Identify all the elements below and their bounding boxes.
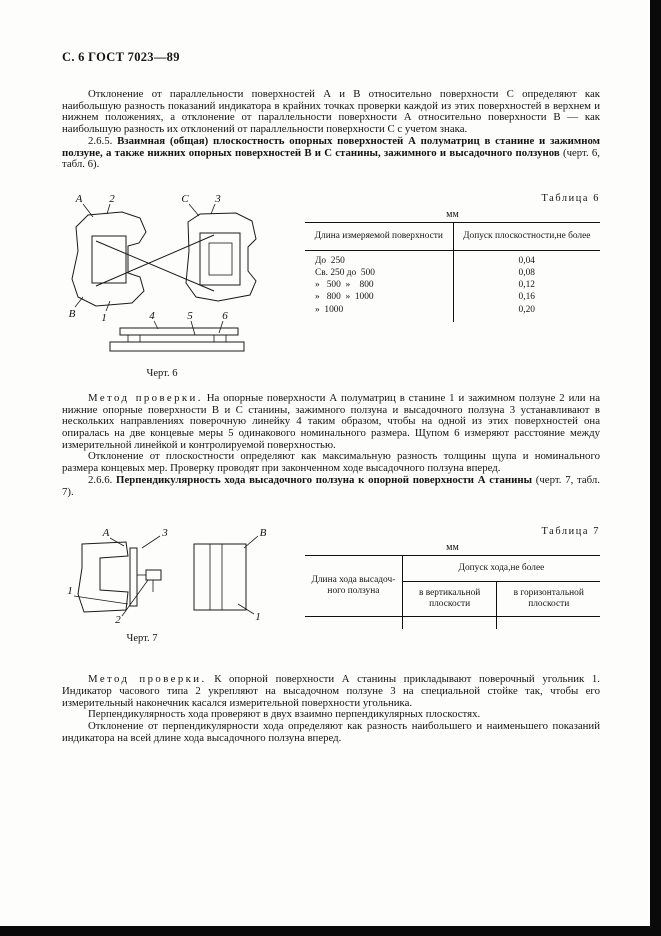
fig6-label-3: 3 [215,192,221,205]
method-2-6-6-text: К опорной поверхности А станины прикладывают поверочный угольник 1. Индикатор часового типа 2 укрепляют на высадочном ползуне 3 на специальной стойке так, чтобы его измерительный наконечник касался измерительной поверхности угольника. [62,673,600,709]
table6-row [305,250,600,267]
table6-row [305,280,600,292]
fig7-label-A: А [102,527,110,540]
section-2-6-5-ref: (черт. 6, табл. 6). [62,146,600,171]
fig7-label-1-right: 1 [255,611,261,624]
table7-span-header: Допуск хода,не более [402,556,600,582]
table6-value: 0,20 [453,304,600,322]
table7-sub-header-horizontal: в горизонтальной плоскости [497,582,600,617]
table6-value: 0,04 [453,250,600,267]
table6-block [297,191,600,379]
table7-caption: Таблица 7 [541,526,600,538]
section-2-6-6-title: Перпендикулярность хода высадочного ползуна к опорной поверхности А станины [116,473,533,486]
table6-row [305,304,600,322]
table6-col2-header: Допуск плоскостности,не более [453,222,600,250]
table6-col1-header: Длина измеряемой поверхности [305,222,453,250]
figure7-caption: Черт. 7 [126,633,158,645]
scan-edge-bottom [0,926,661,936]
figure-6 [62,191,297,379]
table6-range: » 500 » 800 [315,280,374,291]
section-2-6-6 [62,475,600,498]
table6-row [305,292,600,304]
table7-sub-header-vertical: в вертикальной плоскости [402,582,497,617]
fig6-label-4: 4 [149,309,155,322]
fig6-label-B: В [68,307,76,320]
table6-value: 0,12 [453,280,600,292]
section-2-6-6-number: 2.6.6. [88,473,113,486]
intro-paragraph: Отклонение от параллельности поверхностей А и В относительно поверхности С определяют как наибольшую разность показаний индикатора в крайних точках проверки каждой из этих поверхностей в верхнем и нижнем положениях, а отклонение от параллельности поверхности А относительно поверхности В — как наибольшую разность их отклонений от параллельности поверхности С с учетом знака. [62,88,600,136]
table7-block [297,524,600,644]
method-2-6-5-p1 [62,393,600,452]
figure7-drawing [62,524,277,624]
method-2-6-5-p2: Отклонение от плоскостности определяют как максимальную разность толщины щупа и номинального размера концевых мер. Проверку проводят при законченном ходе высадочного ползуна вперед. [62,450,600,475]
page-content [62,50,600,744]
table6-unit: мм [446,208,459,220]
figure-7 [62,524,297,644]
table6-range: До 250 [315,255,345,266]
fig7-label-B: В [259,527,267,540]
method-label: Метод проверки. [88,673,207,686]
table6-caption: Таблица 6 [541,192,600,204]
fig7-label-1: 1 [67,585,73,598]
table7-col1-line1: Длина хода высадоч- [311,575,396,586]
figure6-drawing [62,191,290,359]
method-label: Метод проверки. [88,391,203,404]
method-2-6-6-p3: Отклонение от перпендикулярности хода определяют как разность наибольшего и наименьшего показаний индикатора на всей длине хода высадочного ползуна вперед. [62,720,600,744]
fig6-label-A: А [75,192,83,205]
fig6-label-2: 2 [109,192,115,205]
table7-empty-row [305,617,600,629]
scan-edge-right [650,0,661,936]
fig6-label-5: 5 [187,309,193,322]
section-2-6-5-title: Взаимная (общая) плоскостность опорных поверхностей А полуматриц в станине и зажимном ползуне, а также нижних опорных поверхностей В и С станины, зажимного и высадочного ползунов [62,134,600,159]
table7-col1-header [305,556,402,617]
table6-row [305,268,600,280]
fig7-label-3: 3 [162,527,168,540]
method-2-6-5-text: На опорные поверхности А полуматриц в станине 1 и зажимном ползуне 2 или на нижние опорные поверхности В и С станины, зажимного ползуна и высадочного ползуна 3 устанавливают в нескольких направлениях поверочную линейку 4 таким образом, чтобы на одной из этих поверхностей она опиралась на две концевые меры 5 одинакового номинального размера. Щупом 6 измеряют расстояние между измерительной линейкой и контролируемой поверхностью. [62,391,600,451]
table7-unit: мм [446,542,459,554]
fig6-label-6: 6 [222,309,228,322]
figure6-caption: Черт. 6 [146,367,178,379]
table6-range: » 800 » 1000 [315,292,374,303]
table-7 [305,555,600,629]
page-header: С. 6 ГОСТ 7023—89 [62,50,180,64]
fig6-label-C: С [181,192,189,205]
figure6-table6-region [62,191,600,379]
fig7-label-2: 2 [115,614,121,625]
section-2-6-5-number: 2.6.5. [88,134,113,147]
section-2-6-6-ref: (черт. 7, табл. 7). [62,473,600,498]
figure7-table7-region [62,524,600,644]
method-2-6-6-p2: Перпендикулярность хода проверяют в двух взаимно перпендикулярных плоскостях. [88,708,481,721]
table6-range: Св. 250 до 500 [315,268,375,279]
table6-range: » 1000 [315,304,344,315]
table-6 [305,222,600,322]
table7-col1-line2: ного ползуна [327,586,380,597]
table6-value: 0,08 [453,268,600,280]
fig6-label-1: 1 [101,311,107,324]
table6-value: 0,16 [453,292,600,304]
method-2-6-6-p1 [62,674,600,709]
section-2-6-5 [62,136,600,171]
